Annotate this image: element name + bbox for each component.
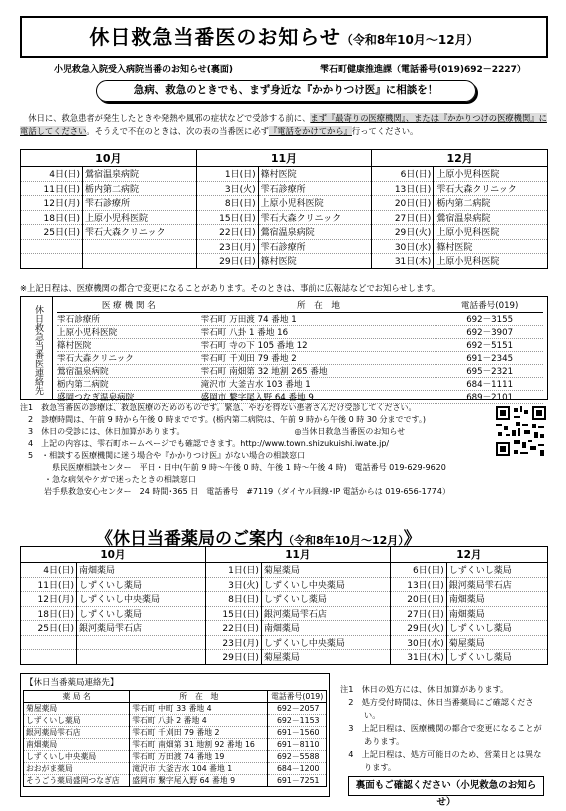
pharmacy-contact-row (24, 703, 327, 715)
pharmacy-name: 銀河薬局雫石店 (446, 577, 547, 592)
duty-date: 22日(日) (196, 225, 258, 240)
pharmacy-name: しずくいし薬局 (446, 621, 547, 636)
pharmacy-date: 27日(日) (390, 606, 446, 621)
pharmacy-date: 31日(木) (390, 650, 446, 665)
pharmacy-date: 13日(日) (390, 577, 446, 592)
pharmacy-name: 南畑薬局 (77, 563, 206, 578)
duty-date: 23日(月) (196, 239, 258, 254)
duty-doctor-table (20, 149, 548, 269)
pharmacy-contact-column-header: 薬 局 名 (24, 691, 130, 703)
duty-name: 上原小児科医院 (434, 167, 548, 182)
pharmacy-title-close: 》 (403, 529, 421, 549)
doctor-contact-box (20, 296, 548, 403)
pharmacy-title-main: 《休日当番薬局のご案内 (96, 529, 283, 549)
pharmacy-name: 銀河薬局雫石店 (77, 621, 206, 636)
doctor-contact-row (57, 351, 543, 364)
pharmacy-notes (340, 683, 548, 774)
pharmacy-date: 25日(日) (21, 621, 77, 636)
doctor-contact-cell: 雫石診療所 (57, 312, 201, 325)
pharmacy-contact-box (20, 673, 330, 797)
pharmacy-name: しずくいし中央薬局 (77, 592, 206, 607)
doctor-contact-table (57, 299, 543, 404)
doctor-contact-cell: 692－3155 (436, 312, 543, 325)
pharmacy-name: 銀河薬局雫石店 (261, 606, 390, 621)
duty-date: 1日(日) (196, 167, 258, 182)
pharmacy-name: 菊屋薬局 (261, 650, 390, 665)
doctor-contact-column-header: 電話番号(019) (436, 299, 543, 312)
doctor-contact-cell: 691－2345 (436, 351, 543, 364)
duty-month-header: 12月 (372, 150, 548, 167)
pharmacy-row (21, 592, 548, 607)
pharmacy-name: しずくいし中央薬局 (261, 577, 390, 592)
duty-row (21, 239, 548, 254)
pharmacy-date (21, 650, 77, 665)
page-title: 休日救急当番医のお知らせ (89, 25, 341, 49)
note-line: 注1 救急当番医の診療は、救急医療のためのものです。緊急、やむを得ない患者さんだけ受診してください。 (20, 403, 417, 412)
duty-name (83, 254, 197, 269)
duty-date: 4日(日) (21, 167, 83, 182)
duty-name (83, 239, 197, 254)
duty-name: 雫石診療所 (83, 196, 197, 211)
doctor-contact-cell: 盛岡つなぎ温泉病院 (57, 390, 201, 403)
duty-date: 20日(日) (372, 196, 434, 211)
duty-name: 雫石大森クリニック (83, 225, 197, 240)
duty-name: 上原小児科医院 (83, 210, 197, 225)
duty-date: 8日(日) (196, 196, 258, 211)
pharmacy-contact-cell: 692－1153 (268, 715, 327, 727)
duty-row (21, 225, 548, 240)
pharmacy-date: 12日(月) (21, 592, 77, 607)
pharmacy-contact-cell: 692－2057 (268, 703, 327, 715)
pharmacy-name: 菊屋薬局 (261, 563, 390, 578)
intro-part: 行ってください。 (351, 126, 419, 136)
doctor-contact-cell: 滝沢市 大釜吉水 103 番地 1 (201, 377, 437, 390)
title-box (20, 16, 548, 58)
pharmacy-row (21, 563, 548, 578)
pharmacy-date (21, 635, 77, 650)
duty-name: 雫石大森クリニック (434, 181, 548, 196)
note-line: 5 ・相談する医療機関に迷う場合や『かかりつけ医』がない場合の相談窓口 (20, 451, 306, 460)
duty-date: 31日(木) (372, 254, 434, 269)
note-line: 4 上記の内容は、雫石町ホームページでも確認できます。http://www.town.shizukuishi.iwate.jp/ (20, 439, 390, 448)
doctor-contact-row (57, 312, 543, 325)
intro-text (20, 112, 548, 138)
duty-date: 29日(日) (196, 254, 258, 269)
duty-month-header: 11月 (196, 150, 372, 167)
pharmacy-table (20, 546, 548, 665)
doctor-contact-cell: 雫石大森クリニック (57, 351, 201, 364)
pharmacy-name: しずくいし薬局 (77, 577, 206, 592)
duty-row (21, 181, 548, 196)
duty-name: 栃内第二病院 (434, 196, 548, 211)
advice-banner: 急病、救急のときでも、まず身近な『かかりつけ医』に相談を！ (96, 80, 476, 102)
pharmacy-contact-cell: 雫石町 千刈田 79 番地 2 (130, 727, 268, 739)
doctor-contact-side-label: 休日救急当番医連絡先 (21, 297, 53, 399)
pharmacy-date: 30日(水) (390, 635, 446, 650)
note-line (20, 426, 548, 438)
doctor-contact-cell: 上原小児科医院 (57, 325, 201, 338)
subline-right: 雫石町健康推進課（電話番号(019)692－2227） (320, 65, 526, 75)
duty-date: 12日(月) (21, 196, 83, 211)
duty-name: 篠村医院 (258, 167, 372, 182)
pharmacy-row (21, 635, 548, 650)
pharmacy-contact-row (24, 775, 327, 787)
note-line: ・急な病気やケガで迷ったときの相談窓口 (20, 475, 196, 484)
duty-name: 篠村医院 (258, 254, 372, 269)
note-line: 県民医療相談センター 平日・日中(午前 9 時～午後 0 時、午後 1 時～午後 4 時) 電話番号 019-629-9620 (20, 463, 446, 472)
doctor-contact-row (57, 377, 543, 390)
pharmacy-name: しずくいし薬局 (77, 606, 206, 621)
pharmacy-name: 菊屋薬局 (446, 635, 547, 650)
doctor-contact-cell: 689－2101 (436, 390, 543, 403)
doctor-contact-cell: 篠村医院 (57, 338, 201, 351)
pharmacy-date: 11日(日) (21, 577, 77, 592)
duty-name: 雫石診療所 (258, 181, 372, 196)
subline-left: 小児救急入院受入病院当番のお知らせ(裏面) (54, 65, 233, 75)
duty-row (21, 254, 548, 269)
doctor-contact-column-header: 医 療 機 関 名 (57, 299, 201, 312)
back-notice: 裏面もご確認ください（小児救急のお知らせ） (348, 776, 544, 796)
note-line: 岩手県救急安心センター 24 時間･365 日 電話番号 #7119（ダイヤル回線･IP 電話からは 019-656-1774） (20, 487, 450, 496)
note-text: 3 休日の受診には、休日加算があります。 (20, 427, 185, 436)
duty-date: 27日(日) (372, 210, 434, 225)
pharmacy-date: 8日(日) (205, 592, 261, 607)
intro-highlight: まず『最寄りの医療機関』、または『かかりつけの医療機関』に電話してください (20, 113, 547, 136)
duty-name: 雫石診療所 (258, 239, 372, 254)
pharmacy-name: しずくいし薬局 (261, 592, 390, 607)
duty-date: 13日(日) (372, 181, 434, 196)
pharmacy-contact-cell: しずくいし中央薬局 (24, 751, 130, 763)
pharmacy-contact-row (24, 727, 327, 739)
duty-date: 30日(水) (372, 239, 434, 254)
pharmacy-contact-cell: 銀河薬局雫石店 (24, 727, 130, 739)
duty-name: 栃内第二病院 (83, 181, 197, 196)
duty-date: 11日(日) (21, 181, 83, 196)
duty-name: 上原小児科医院 (434, 254, 548, 269)
pharmacy-date: 29日(火) (390, 621, 446, 636)
duty-name: 雫石大森クリニック (258, 210, 372, 225)
pharmacy-date: 15日(日) (205, 606, 261, 621)
pharmacy-note: 4 上記日程は、処方可能日のため、営業日とは異なります。 (340, 749, 542, 772)
doctor-contact-cell: 695－2321 (436, 364, 543, 377)
pharmacy-contact-table (23, 690, 327, 787)
pharmacy-month-header: 10月 (21, 547, 206, 563)
pharmacy-name (77, 635, 206, 650)
duty-name: 鶯宿温泉病院 (434, 210, 548, 225)
pharmacy-date: 29日(日) (205, 650, 261, 665)
pharmacy-contact-cell: 雫石町 万田渡 74 番地 19 (130, 751, 268, 763)
intro-part: 休日に、救急患者が発生したときや発熱や風邪の症状などで受診する前に、 (28, 113, 311, 123)
qr-label: ◎当休日救急当番医のお知らせ (294, 427, 406, 436)
doctor-contact-cell: 雫石町 寺の下 105 番地 12 (201, 338, 437, 351)
pharmacy-contact-cell: 雫石町 中町 33 番地 4 (130, 703, 268, 715)
duty-date: 18日(日) (21, 210, 83, 225)
pharmacy-contact-cell: しずくいし薬局 (24, 715, 130, 727)
schedule-change-note: ※上記日程は、医療機関の都合で変更になることがあります。そのときは、事前に広報誌などでお知らせします。 (20, 283, 441, 293)
pharmacy-contact-cell: 盛岡市 繋字尾入野 64 番地 9 (130, 775, 268, 787)
pharmacy-note: 2 処方受付時間は、休日当番薬局にご確認ください。 (340, 697, 534, 720)
duty-name: 上原小児科医院 (258, 196, 372, 211)
pharmacy-name: しずくいし中央薬局 (261, 635, 390, 650)
doctor-contact-header-row (57, 299, 543, 312)
duty-month-header: 10月 (21, 150, 197, 167)
pharmacy-name: 南畑薬局 (446, 592, 547, 607)
pharmacy-name: 南畑薬局 (261, 621, 390, 636)
pharmacy-date: 6日(日) (390, 563, 446, 578)
pharmacy-contact-cell: 雫石町 八卦 2 番地 4 (130, 715, 268, 727)
pharmacy-date: 18日(日) (21, 606, 77, 621)
pharmacy-date: 23日(月) (205, 635, 261, 650)
pharmacy-month-header: 11月 (205, 547, 390, 563)
pharmacy-date: 1日(日) (205, 563, 261, 578)
duty-date: 29日(火) (372, 225, 434, 240)
doctor-contact-row (57, 364, 543, 377)
duty-row (21, 210, 548, 225)
duty-row (21, 196, 548, 211)
pharmacy-contact-cell: 691－1560 (268, 727, 327, 739)
pharmacy-contact-cell: 雫石町 南畑第 31 地割 92 番地 16 (130, 739, 268, 751)
pharmacy-row (21, 577, 548, 592)
duty-name: 鶯宿温泉病院 (258, 225, 372, 240)
pharmacy-date: 20日(日) (390, 592, 446, 607)
pharmacy-row (21, 621, 548, 636)
doctor-contact-cell: 雫石町 千刈田 79 番地 2 (201, 351, 437, 364)
duty-date: 6日(日) (372, 167, 434, 182)
qr-code-icon[interactable] (496, 406, 546, 456)
pharmacy-contact-column-header: 所 在 地 (130, 691, 268, 703)
pharmacy-date: 3日(火) (205, 577, 261, 592)
duty-name: 鶯宿温泉病院 (83, 167, 197, 182)
doctor-contact-cell: 692－3907 (436, 325, 543, 338)
pharmacy-contact-cell: そうごう薬局盛岡つなぎ店 (24, 775, 130, 787)
pharmacy-title-period: （令和8年10月～12月） (283, 534, 404, 547)
pharmacy-note: 3 上記日程は、医療機関の都合で変更になることがあります。 (340, 723, 542, 746)
duty-name: 上原小児科医院 (434, 225, 548, 240)
doctor-contact-row (57, 325, 543, 338)
duty-name: 篠村医院 (434, 239, 548, 254)
doctor-contact-column-header: 所 在 地 (201, 299, 437, 312)
doctor-contact-cell: 雫石町 南畑第 32 地割 265 番地 (201, 364, 437, 377)
pharmacy-name: しずくいし薬局 (446, 563, 547, 578)
pharmacy-row (21, 606, 548, 621)
title-period: （令和8年10月～12月） (340, 33, 479, 47)
pharmacy-contact-cell: 691－7251 (268, 775, 327, 787)
doctor-contact-cell: 栃内第二病院 (57, 377, 201, 390)
doctor-contact-cell: 盛岡市 繋字尾入野 64 番地 9 (201, 390, 437, 403)
pharmacy-contact-row (24, 763, 327, 775)
doctor-notes (20, 402, 548, 498)
doctor-contact-cell: 雫石町 万田渡 74 番地 1 (201, 312, 437, 325)
intro-highlight: 『電話をかけてから』 (268, 126, 352, 136)
duty-date (21, 254, 83, 269)
pharmacy-header-row (21, 547, 548, 563)
pharmacy-contact-cell: 菊屋薬局 (24, 703, 130, 715)
pharmacy-contact-column-header: 電話番号(019) (268, 691, 327, 703)
intro-part: 。そうえで不在のときは、次の表の当番医に必ず (86, 126, 269, 136)
pharmacy-contact-cell: 692－5588 (268, 751, 327, 763)
duty-date: 3日(火) (196, 181, 258, 196)
pharmacy-contact-row (24, 751, 327, 763)
duty-date (21, 239, 83, 254)
pharmacy-contact-header-row (24, 691, 327, 703)
doctor-contact-cell: 雫石町 八卦 1 番地 16 (201, 325, 437, 338)
pharmacy-month-header: 12月 (390, 547, 547, 563)
pharmacy-contact-cell: 南畑薬局 (24, 739, 130, 751)
doctor-contact-row (57, 338, 543, 351)
pharmacy-contact-row (24, 739, 327, 751)
pharmacy-date: 22日(日) (205, 621, 261, 636)
doctor-contact-cell: 684－1111 (436, 377, 543, 390)
pharmacy-name: しずくいし薬局 (446, 650, 547, 665)
pharmacy-row (21, 650, 548, 665)
doctor-contact-cell: 鶯宿温泉病院 (57, 364, 201, 377)
pharmacy-contact-row (24, 715, 327, 727)
pharmacy-contact-cell: 684－1200 (268, 763, 327, 775)
pharmacy-contact-cell: 691－8110 (268, 739, 327, 751)
pharmacy-contact-cell: 滝沢市 大釜吉水 104 番地 1 (130, 763, 268, 775)
pharmacy-name: 南畑薬局 (446, 606, 547, 621)
pharmacy-note: 注1 休日の処方には、休日加算があります。 (340, 684, 509, 694)
pharmacy-contact-cell: おおがま薬局 (24, 763, 130, 775)
note-line: 2 診療時間は、午前 9 時から午後 0 時までです。(栃内第二病院は、午前 9 時から午後 0 時 30 分までです。) (20, 415, 427, 424)
doctor-contact-cell: 692－5151 (436, 338, 543, 351)
duty-date: 15日(日) (196, 210, 258, 225)
pharmacy-date: 4日(日) (21, 563, 77, 578)
pharmacy-name (77, 650, 206, 665)
duty-date: 25日(日) (21, 225, 83, 240)
duty-row (21, 167, 548, 182)
pharmacy-contact-header: 【休日当番薬局連絡先】 (25, 678, 119, 688)
duty-header-row (21, 150, 548, 167)
